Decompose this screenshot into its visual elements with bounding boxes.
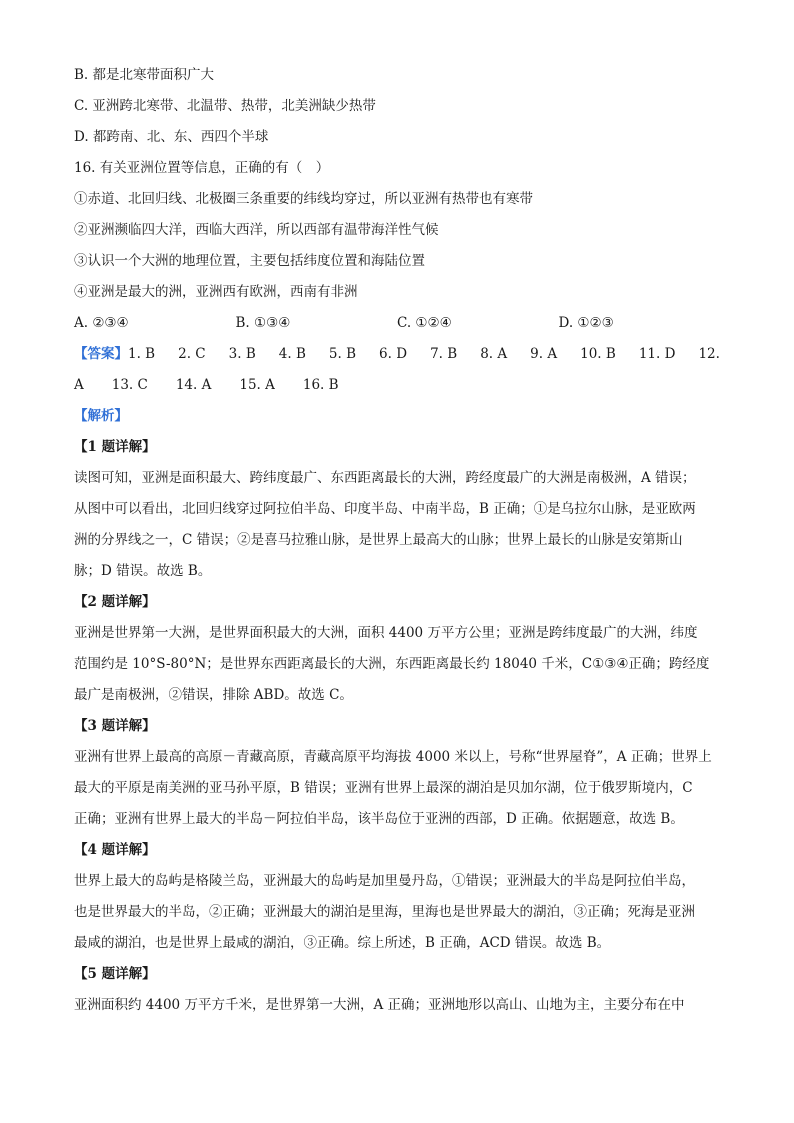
answer-item: 11. D — [638, 346, 676, 362]
answer-item: 16. B — [302, 377, 339, 393]
question-16-option-d: D. ①②③ — [558, 315, 614, 331]
question-16-option-b: B. ①③④ — [235, 315, 291, 331]
option-c-prev: C. 亚洲跨北寒带、北温带、热带，北美洲缺少热带 — [74, 98, 376, 114]
detail-5-title: 【5 题详解】 — [74, 966, 156, 982]
question-16-statement-2: ②亚洲濒临四大洋，西临大西洋，所以西部有温带海洋性气候 — [74, 222, 439, 238]
answer-row-1 — [74, 339, 720, 370]
question-16-options — [74, 308, 720, 339]
detail-2-title: 【2 题详解】 — [74, 594, 156, 610]
answer-item: 1. B — [128, 346, 156, 362]
detail-1-title: 【1 题详解】 — [74, 439, 156, 455]
answer-item: 5. B — [328, 346, 357, 362]
question-16-option-c: C. ①②④ — [397, 315, 452, 331]
answer-item: 8. A — [480, 346, 508, 362]
question-16-statement-1: ①赤道、北回归线、北极圈三条重要的纬线均穿过，所以亚洲有热带也有寒带 — [74, 191, 533, 207]
answer-item: 14. A — [175, 377, 212, 393]
detail-2-line: 亚洲是世界第一大洲，是世界面积最大的大洲，面积 4400 万平方公里；亚洲是跨纬度最广的大洲，纬度 — [74, 625, 698, 641]
answer-item: 9. A — [530, 346, 558, 362]
answer-item: 15. A — [239, 377, 275, 393]
detail-1-line: 从图中可以看出，北回归线穿过阿拉伯半岛、印度半岛、中南半岛，B 正确；①是乌拉尔山脉，是亚欧两 — [74, 501, 696, 517]
answer-item: 3. B — [228, 346, 256, 362]
detail-4-title: 【4 题详解】 — [74, 842, 156, 858]
answer-item: 10. B — [580, 346, 616, 362]
analysis-heading: 【解析】 — [74, 408, 128, 424]
detail-3-title: 【3 题详解】 — [74, 718, 156, 734]
answer-item: 13. C — [111, 377, 148, 393]
answer-row-2 — [74, 370, 720, 401]
detail-4-line: 也是世界最大的半岛，②正确；亚洲最大的湖泊是里海，里海也是世界最大的湖泊，③正确；死海是亚洲 — [74, 904, 695, 920]
detail-2-line: 范围约是 10°S-80°N；是世界东西距离最长的大洲，东西距离最长约 18040 千米，C①③④正确；跨经度 — [74, 656, 710, 672]
answer-heading: 【答案】 — [74, 346, 128, 362]
detail-5-line: 亚洲面积约 4400 万平方千米，是世界第一大洲，A 正确；亚洲地形以高山、山地为主，主要分布在中 — [74, 997, 685, 1013]
option-d-prev: D. 都跨南、北、东、西四个半球 — [74, 129, 269, 145]
answer-item: 4. B — [278, 346, 306, 362]
detail-3-line: 正确；亚洲有世界上最大的半岛－阿拉伯半岛，该半岛位于亚洲的西部，D 正确。依据题意，故选 B。 — [74, 811, 684, 827]
answer-item: 6. D — [379, 346, 408, 362]
detail-2-line: 最广是南极洲，②错误，排除 ABD。故选 C。 — [74, 687, 353, 703]
answer-item: 12. — [698, 346, 720, 362]
detail-3-line: 最大的平原是南美洲的亚马孙平原，B 错误；亚洲有世界上最深的湖泊是贝加尔湖，位于俄罗斯境内，C — [74, 780, 693, 796]
question-16-stem: 16. 有关亚洲位置等信息，正确的有（ ） — [74, 160, 330, 176]
answer-item: A — [74, 377, 84, 393]
option-b-prev: B. 都是北寒带面积广大 — [74, 67, 215, 83]
detail-1-line: 洲的分界线之一，C 错误；②是喜马拉雅山脉，是世界上最高大的山脉；世界上最长的山脉是安第斯山 — [74, 532, 683, 548]
detail-3-line: 亚洲有世界上最高的高原－青藏高原，青藏高原平均海拔 4000 米以上，号称“世界屋脊”，A 正确；世界上 — [74, 749, 712, 765]
answer-item: 7. B — [430, 346, 458, 362]
detail-4-line: 最咸的湖泊，也是世界上最咸的湖泊，③正确。综上所述，B 正确，ACD 错误。故选 B。 — [74, 935, 611, 951]
detail-1-line: 读图可知，亚洲是面积最大、跨纬度最广、东西距离最长的大洲，跨经度最广的大洲是南极洲，A 错误； — [74, 470, 696, 486]
answer-item: 2. C — [178, 346, 206, 362]
question-16-statement-3: ③认识一个大洲的地理位置，主要包括纬度位置和海陆位置 — [74, 253, 425, 269]
detail-4-line: 世界上最大的岛屿是格陵兰岛，亚洲最大的岛屿是加里曼丹岛，①错误；亚洲最大的半岛是阿拉伯半岛， — [74, 873, 695, 889]
detail-1-line: 脉；D 错误。故选 B。 — [74, 563, 212, 579]
question-16-option-a: A. ②③④ — [74, 315, 129, 331]
answer-block — [74, 339, 720, 401]
question-16-statement-4: ④亚洲是最大的洲，亚洲西有欧洲，西南有非洲 — [74, 284, 358, 300]
